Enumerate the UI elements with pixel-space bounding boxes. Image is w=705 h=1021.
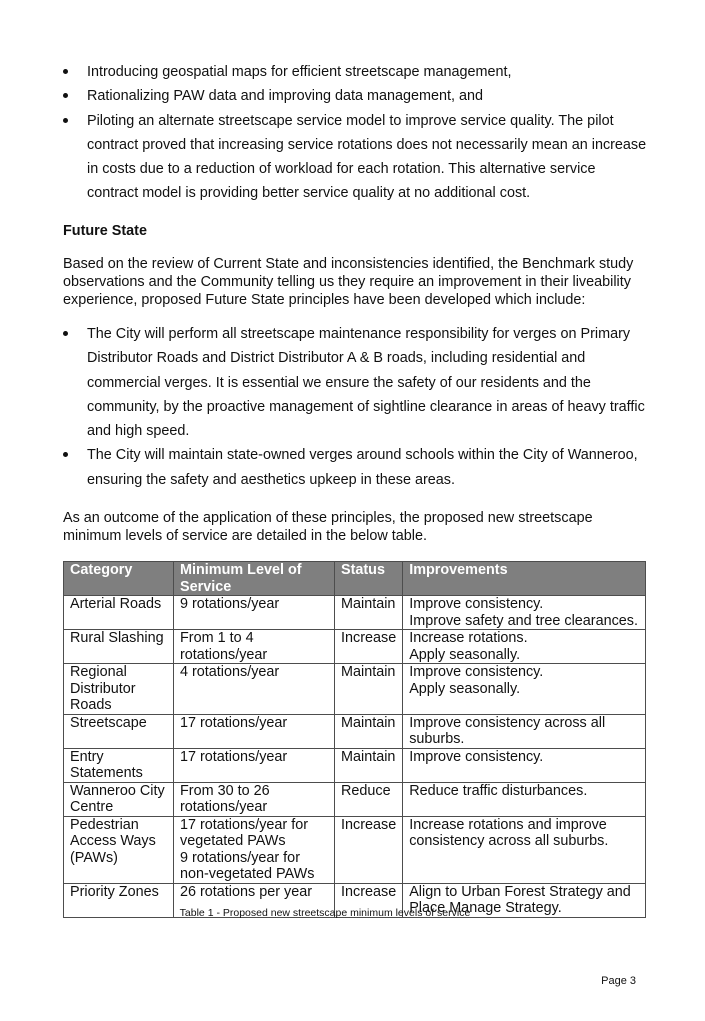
bullet-icon bbox=[63, 452, 68, 457]
table-cell: Increase rotations and improve consistency across all suburbs. bbox=[403, 816, 646, 883]
table-cell: Wanneroo City Centre bbox=[64, 782, 174, 816]
table-cell: 9 rotations/year bbox=[174, 596, 335, 630]
list-item bbox=[63, 60, 648, 84]
table-cell: Maintain bbox=[335, 714, 403, 748]
table-cell: From 1 to 4 rotations/year bbox=[174, 630, 335, 664]
column-header: Improvements bbox=[403, 562, 646, 596]
table-cell: 4 rotations/year bbox=[174, 664, 335, 715]
table-cell: Improve consistency. bbox=[403, 748, 646, 782]
list-item bbox=[63, 109, 648, 206]
table-row bbox=[64, 630, 646, 664]
bullet-icon bbox=[63, 69, 68, 74]
table-cell: From 30 to 26 rotations/year bbox=[174, 782, 335, 816]
table-cell: 17 rotations/year bbox=[174, 714, 335, 748]
table-row bbox=[64, 714, 646, 748]
table-cell: Streetscape bbox=[64, 714, 174, 748]
table-row bbox=[64, 816, 646, 883]
table-cell: Improve consistency across all suburbs. bbox=[403, 714, 646, 748]
column-header: Category bbox=[64, 562, 174, 596]
table-cell: Reduce bbox=[335, 782, 403, 816]
table-cell: Entry Statements bbox=[64, 748, 174, 782]
table-cell: Improve consistency. Apply seasonally. bbox=[403, 664, 646, 715]
principles-bullet-list bbox=[63, 322, 648, 492]
table-cell: Maintain bbox=[335, 664, 403, 715]
table-cell: Increase bbox=[335, 883, 403, 917]
table-cell: Reduce traffic disturbances. bbox=[403, 782, 646, 816]
table-cell: Maintain bbox=[335, 596, 403, 630]
table-row bbox=[64, 748, 646, 782]
bullet-text: Rationalizing PAW data and improving data management, and bbox=[87, 88, 483, 105]
table-cell: Pedestrian Access Ways (PAWs) bbox=[64, 816, 174, 883]
bullet-icon bbox=[63, 118, 68, 123]
list-item bbox=[63, 443, 648, 492]
intro-bullet-list bbox=[63, 60, 648, 206]
bullet-text: Introducing geospatial maps for efficient streetscape management, bbox=[87, 64, 512, 80]
table-row bbox=[64, 596, 646, 630]
table-cell: Increase bbox=[335, 816, 403, 883]
table-cell: Maintain bbox=[335, 748, 403, 782]
table-cell: 17 rotations/year for vegetated PAWs 9 rotations/year for non-vegetated PAWs bbox=[174, 816, 335, 883]
service-levels-table bbox=[63, 561, 646, 918]
bullet-text: Piloting an alternate streetscape service model to improve service quality. The pilot contract proved that increasing service rotations does not necessarily mean an increase in costs due to a reduction of workload for each rotation. This alternative service contract model is providing better service quality at no additional cost. bbox=[87, 112, 647, 202]
table-cell: Increase bbox=[335, 630, 403, 664]
column-header: Minimum Level of Service bbox=[174, 562, 335, 596]
table-row bbox=[64, 782, 646, 816]
page-number: Page 3 bbox=[601, 975, 636, 987]
table-body bbox=[64, 596, 646, 918]
table-cell: Align to Urban Forest Strategy and Place Manage Strategy. bbox=[403, 883, 646, 917]
table-cell: Arterial Roads bbox=[64, 596, 174, 630]
table-caption: Table 1 - Proposed new streetscape minimum levels of service bbox=[179, 907, 471, 919]
table-cell: Priority Zones bbox=[64, 883, 174, 917]
column-header: Status bbox=[335, 562, 403, 596]
future-state-paragraph: Based on the review of Current State and inconsistencies identified, the Benchmark study observations and the Community telling us they require an improvement in their liveability experience, proposed Future State principles have been developed which include: bbox=[63, 256, 634, 308]
bullet-icon bbox=[63, 331, 68, 336]
bullet-text: The City will perform all streetscape maintenance responsibility for verges on Primary Distributor Roads and District Distributor A & B roads, including residential and commercial verges. It is essential we ensure the safety of our residents and the community, by the proactive management of sightline clearance in areas of heavy traffic and high speed. bbox=[87, 326, 645, 440]
table-cell: 17 rotations/year bbox=[174, 748, 335, 782]
list-item bbox=[63, 322, 648, 443]
table-row bbox=[64, 664, 646, 715]
section-heading: Future State bbox=[63, 223, 147, 239]
bullet-text: The City will maintain state-owned verges around schools within the City of Wanneroo, ensuring the safety and aesthetics upkeep in these areas. bbox=[87, 447, 638, 488]
outcome-paragraph: As an outcome of the application of these principles, the proposed new streetscape minimum levels of service are detailed in the below table. bbox=[63, 510, 593, 544]
table-cell: Improve consistency. Improve safety and tree clearances. bbox=[403, 596, 646, 630]
table-header-row bbox=[64, 562, 646, 596]
table-cell: 26 rotations per year bbox=[174, 883, 335, 917]
table-cell: Increase rotations. Apply seasonally. bbox=[403, 630, 646, 664]
bullet-icon bbox=[63, 93, 68, 98]
list-item bbox=[63, 84, 648, 108]
table-cell: Rural Slashing bbox=[64, 630, 174, 664]
table-cell: Regional Distributor Roads bbox=[64, 664, 174, 715]
